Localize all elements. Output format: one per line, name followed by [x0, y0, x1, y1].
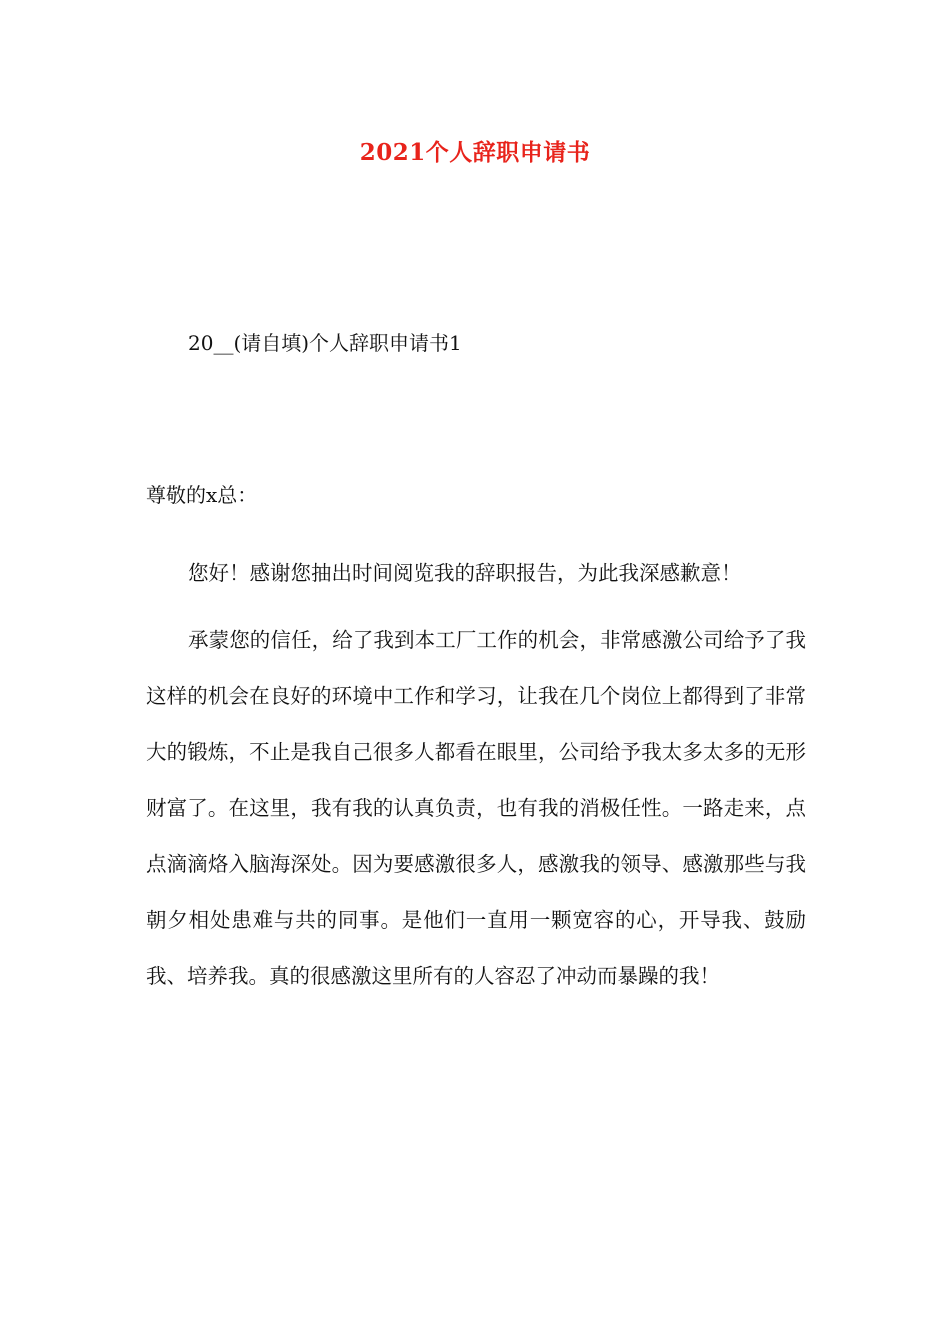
- paragraph-body: 承蒙您的信任，给了我到本工厂工作的机会，非常感激公司给予了我这样的机会在良好的环境中工作和学习，让我在几个岗位上都得到了非常大的锻炼，不止是我自己很多人都看在眼里，公司给予我太多太多的无形财富了。在这里，我有我的认真负责，也有我的消极任性。一路走来，点点滴滴烙入脑海深处。因为要感激很多人，感激我的领导、感激那些与我朝夕相处患难与共的同事。是他们一直用一颗宽容的心，开导我、鼓励我、培养我。真的很感激这里所有的人容忍了冲动而暴躁的我！: [146, 628, 806, 988]
- document-subheading: 20__(请自填)个人辞职申请书1: [188, 331, 462, 355]
- document-title: 2021个人辞职申请书: [359, 139, 591, 166]
- paragraph-greeting: 您好！感谢您抽出时间阅览我的辞职报告，为此我深感歉意！: [188, 561, 742, 585]
- salutation: 尊敬的x总：: [146, 483, 258, 507]
